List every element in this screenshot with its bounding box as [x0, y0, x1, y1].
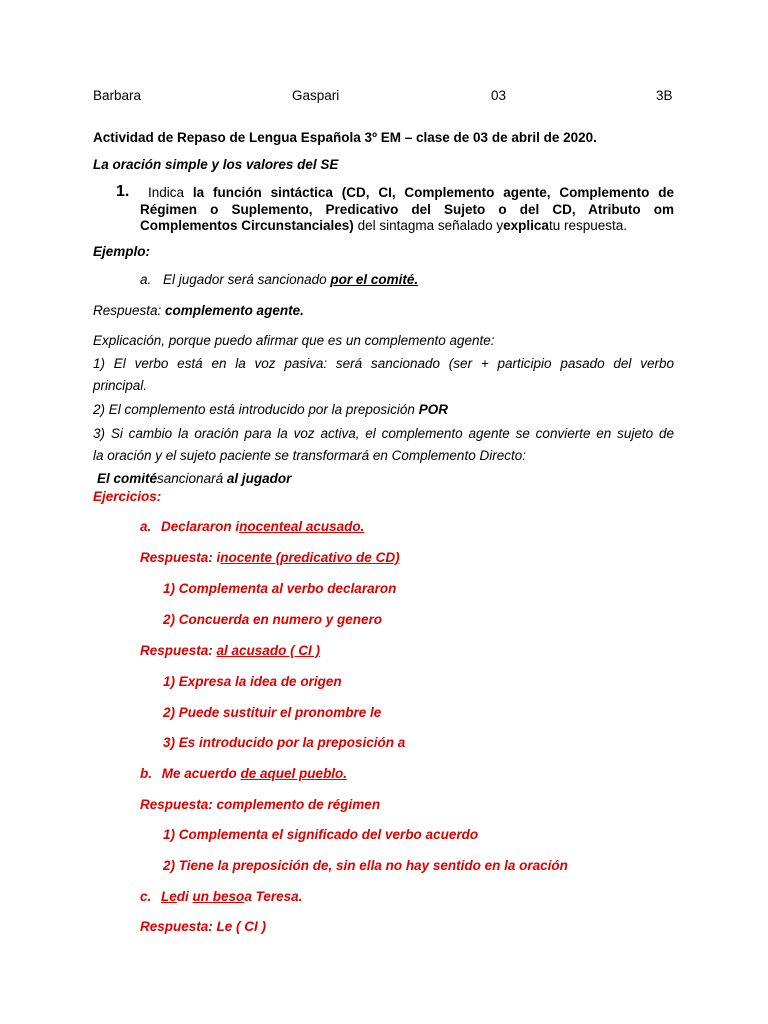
exercise-b-answer-item-2: 2) Tiene la preposición de, sin ella no hay sentido en la oración: [163, 858, 568, 873]
example-explanation-1: [93, 356, 674, 393]
exercise-a-underline-1: nocente: [239, 519, 291, 534]
exercise-b: [140, 766, 347, 781]
exercise-a-answer-1-item-2: 2) Concuerda en numero y genero: [163, 612, 383, 627]
header-name: Barbara: [93, 88, 142, 103]
exercise-a-answer-2: [140, 643, 320, 658]
exercise-a-answer-2-label: Respuesta:: [140, 643, 217, 658]
exercise-a-text: Declararon i: [161, 519, 240, 534]
exercise-b-letter: b.: [140, 766, 152, 781]
instruction-p1: Indica: [148, 185, 193, 200]
document-subtitle: La oración simple y los valores del SE: [93, 157, 339, 172]
exercise-a-underline-2: al acusado.: [290, 519, 365, 534]
exercise-a-answer-2-item-1: 1) Expresa la idea de origen: [163, 674, 342, 689]
explanation-2-text: 2) El complemento está introducido por la preposición: [93, 402, 419, 417]
exercise-c-answer: Respuesta: Le ( CI ): [140, 919, 267, 934]
header-surname: Gaspari: [292, 88, 340, 103]
instruction-line3a: Complementos Circunstanciales): [140, 218, 354, 233]
header-number: 03: [491, 88, 507, 103]
explanation-3-line-1: 3) Si cambio la oración para la voz activa, el complemento agente se convierte en sujeto de: [93, 426, 674, 441]
example-answer-value: complemento agente.: [165, 303, 304, 318]
explanation-2-bold: POR: [418, 402, 448, 417]
instruction-line2: Régimen o Suplemento, Predicativo del Sujeto o del CD, Atributo om: [140, 202, 674, 217]
instruction-text: [140, 185, 674, 233]
exercise-b-answer-item-1: 1) Complementa el significado del verbo acuerdo: [163, 827, 479, 842]
instruction-line3c: explica: [503, 218, 549, 233]
example-label: Ejemplo:: [93, 244, 151, 259]
exercise-a-answer-1-value: nocente (predicativo de CD): [220, 550, 400, 565]
exercise-b-underline: de aquel pueblo.: [240, 766, 348, 781]
explanation-1-line-1: 1) El verbo está en la voz pasiva: será sancionado (ser + participio pasado del verbo: [93, 356, 674, 371]
exercise-b-text: Me acuerdo: [161, 766, 241, 781]
active-sentence-a: El comité: [97, 471, 158, 486]
active-sentence-c: al jugador: [226, 471, 292, 486]
example-item: [140, 272, 418, 287]
example-answer-label: Respuesta:: [93, 303, 166, 318]
explanation-3-line-2: la oración y el sujeto paciente se transformará en Complemento Directo:: [93, 448, 526, 463]
exercise-a-letter: a.: [140, 519, 152, 534]
instruction-line3b: del sintagma señalado y: [353, 218, 504, 233]
example-explanation-intro: Explicación, porque puedo afirmar que es un complemento agente:: [93, 333, 495, 348]
exercise-c-letter: c.: [140, 889, 152, 904]
exercise-c-text-1: di: [176, 889, 193, 904]
example-answer: [93, 303, 304, 318]
instruction-line3d: tu respuesta.: [548, 218, 627, 233]
active-sentence-b: sancionará: [157, 471, 227, 486]
example-item-highlight: por el comité.: [330, 272, 419, 287]
exercise-a-answer-1: [140, 550, 403, 565]
exercise-a-answer-1-item-1: 1) Complementa al verbo declararon: [163, 581, 397, 596]
exercise-c: [140, 889, 302, 904]
example-explanation-3: [93, 426, 674, 463]
document-title: Actividad de Repaso de Lengua Española 3º EM – clase de 03 de abril de 2020.: [93, 130, 597, 145]
exercise-a-answer-1-label: Respuesta: i: [140, 550, 221, 565]
example-item-text: El jugador será sancionado: [163, 272, 331, 287]
header-class: 3B: [656, 88, 673, 103]
exercise-a-answer-2-value: al acusado ( CI ): [216, 643, 321, 658]
instruction-number: 1.: [116, 183, 130, 200]
explanation-1-line-2: principal.: [93, 378, 148, 393]
exercise-c-text-2: a Teresa.: [244, 889, 303, 904]
instruction-p2: la función sintáctica (CD, CI, Complemento agente, Complemento de: [192, 185, 675, 200]
exercise-a-answer-2-item-3: 3) Es introducido por la preposición a: [163, 735, 406, 750]
example-explanation-2: [93, 402, 448, 417]
exercises-label: Ejercicios:: [93, 489, 162, 504]
example-active-sentence: [97, 471, 291, 486]
example-item-letter: a.: [140, 272, 152, 287]
exercise-b-answer: Respuesta: complemento de régimen: [140, 797, 381, 812]
exercise-c-underline-1: Le: [161, 889, 177, 904]
exercise-c-underline-2: un beso: [192, 889, 245, 904]
exercise-a-answer-2-item-2: 2) Puede sustituir el pronombre le: [163, 705, 382, 720]
exercise-a: [140, 519, 364, 534]
